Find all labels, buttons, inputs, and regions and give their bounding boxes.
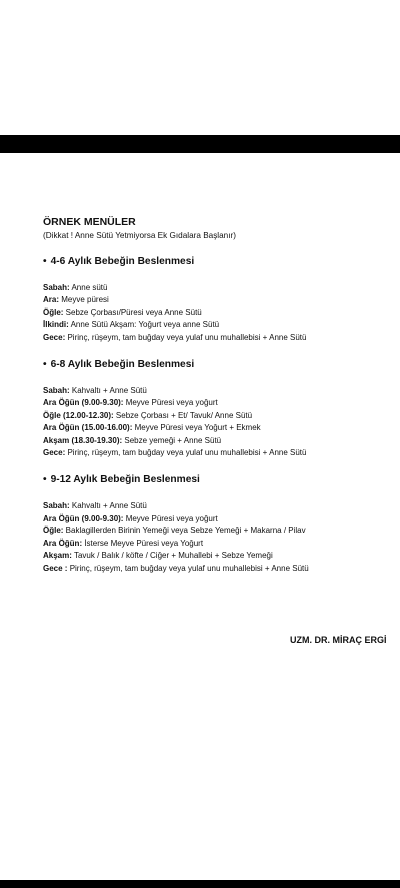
meal-text: Sebze yemeği + Anne Sütü: [122, 435, 222, 445]
meal-label: İlkindi:: [43, 320, 69, 330]
meal-label: Akşam (18.30-19.30):: [43, 435, 123, 445]
meal-text: Pirinç, rüşeym, tam buğday veya yulaf unu muhallebisi + Anne Sütü: [65, 332, 307, 342]
menu-line: [43, 319, 395, 331]
meal-text: Pirinç, rüşeym, tam buğday veya yulaf unu muhallebisi + Anne Sütü: [65, 448, 307, 458]
meal-label: Akşam:: [43, 551, 72, 561]
meal-label: Gece:: [43, 448, 66, 458]
menu-line: [43, 422, 395, 434]
menu-line: [43, 410, 395, 422]
menu-line: [43, 435, 395, 447]
meal-text: Kahvaltı + Anne Sütü: [69, 501, 147, 511]
top-black-bar: [0, 135, 400, 153]
section-9-12-months: [43, 473, 395, 574]
bullet-icon: •: [43, 474, 47, 486]
meal-label: Sabah:: [43, 283, 70, 292]
section-heading: [43, 358, 395, 371]
meal-text: İsterse Meyve Püresi veya Yoğurt: [82, 538, 204, 548]
meal-text: Baklagillerden Birinin Yemeği veya Sebze Yemeği + Makarna / Pilav: [63, 526, 306, 536]
meal-label: Gece:: [43, 332, 66, 342]
meal-text: Kahvaltı + Anne Sütü: [69, 386, 147, 396]
bottom-black-bar: [0, 880, 400, 888]
meal-text: Tavuk / Balık / köfte / Ciğer + Muhallebi + Sebze Yemeği: [71, 551, 273, 561]
menu-line: [43, 538, 395, 550]
document-body: [43, 216, 395, 575]
meal-label: Sabah:: [43, 386, 70, 396]
section-heading: [43, 473, 395, 486]
menu-line: [43, 307, 395, 319]
bullet-icon: •: [43, 359, 47, 371]
menu-line: [43, 397, 395, 409]
section-heading-text: 4-6 Aylık Bebeğin Beslenmesi: [50, 256, 195, 267]
menu-line: [43, 332, 395, 344]
menu-line: [43, 513, 395, 525]
meal-label: Sabah:: [43, 501, 70, 511]
meal-label: Öğle (12.00-12.30):: [43, 410, 114, 420]
menu-line: [43, 550, 395, 562]
meal-text: Pirinç, rüşeym, tam buğday veya yulaf unu muhallebisi + Anne Sütü: [67, 563, 309, 573]
menu-line: [43, 563, 395, 575]
meal-text: Sebze Çorbası/Püresi veya Anne Sütü: [63, 307, 202, 317]
meal-text: Meyve püresi: [59, 295, 109, 305]
menu-line: [43, 385, 395, 397]
menu-line: [43, 294, 395, 306]
meal-text: Anne sütü: [69, 283, 108, 292]
meal-text: Meyve Püresi veya yoğurt: [123, 398, 218, 408]
doctor-signature: UZM. DR. MİRAÇ ERGİ: [290, 635, 387, 645]
meal-label: Ara:: [43, 295, 60, 305]
document-note: (Dikkat ! Anne Sütü Yetmiyorsa Ek Gıdalara Başlanır): [43, 231, 236, 240]
menu-line: [43, 282, 395, 294]
section-6-8-months: [43, 358, 395, 459]
meal-text: Sebze Çorbası + Et/ Tavuk/ Anne Sütü: [113, 410, 253, 420]
section-4-6-months: [43, 255, 395, 344]
meal-label: Ara Öğün:: [43, 538, 83, 548]
menu-line: [43, 447, 395, 459]
meal-text: Anne Sütü Akşam: Yoğurt veya anne Sütü: [68, 320, 220, 330]
section-heading: [43, 255, 395, 268]
meal-label: Öğle:: [43, 307, 64, 317]
meal-label: Ara Öğün (9.00-9.30):: [43, 398, 124, 408]
bullet-icon: •: [43, 256, 47, 267]
meal-label: Öğle:: [43, 526, 64, 536]
meal-label: Ara Öğün (9.00-9.30):: [43, 513, 124, 523]
menu-line: [43, 500, 395, 512]
meal-label: Ara Öğün (15.00-16.00):: [43, 423, 133, 433]
document-title: ÖRNEK MENÜLER: [43, 216, 136, 228]
meal-text: Meyve Püresi veya Yoğurt + Ekmek: [132, 423, 261, 433]
section-heading-text: 9-12 Aylık Bebeğin Beslenmesi: [50, 474, 200, 486]
section-heading-text: 6-8 Aylık Bebeğin Beslenmesi: [50, 359, 195, 371]
menu-line: [43, 525, 395, 537]
meal-text: Meyve Püresi veya yoğurt: [123, 513, 218, 523]
meal-label: Gece :: [43, 563, 68, 573]
